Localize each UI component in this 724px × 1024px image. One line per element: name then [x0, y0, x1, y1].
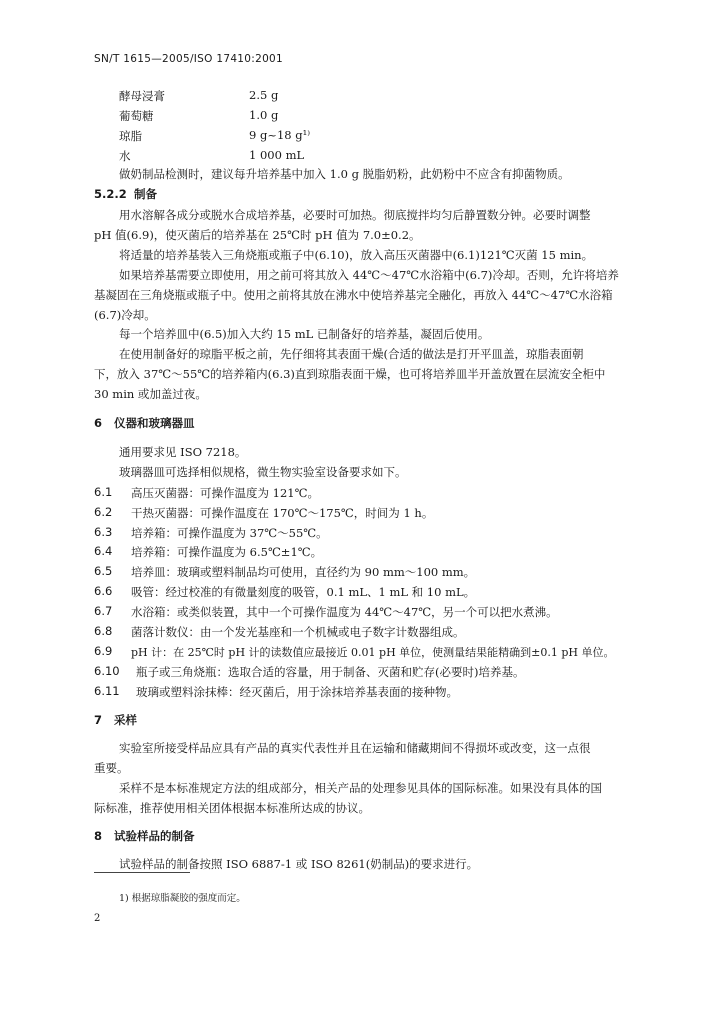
ingredient-value: 2.5 g — [249, 88, 279, 102]
item-number: 6.9 — [94, 644, 113, 658]
ingredient-value: 9 g~18 g¹⁾ — [249, 128, 311, 142]
item-text: 培养皿：玻璃或塑料制品均可使用，直径约为 90 mm～100 mm。 — [131, 565, 476, 579]
paragraph-line: 试验样品的制备按照 ISO 6887-1 或 ISO 8261(奶制品)的要求进行。 — [119, 857, 479, 871]
footnote-rule — [94, 872, 190, 873]
item-text: 玻璃或塑料涂抹棒：经灭菌后，用于涂抹培养基表面的接种物。 — [136, 685, 458, 699]
paragraph-line: 每一个培养皿中(6.5)加入大约 15 mL 已制备好的培养基，凝固后使用。 — [119, 327, 490, 341]
paragraph-line: 如果培养基需要立即使用，用之前可将其放入 44℃～47℃水浴箱中(6.7)冷却。否则，允许将培养 — [119, 268, 619, 282]
section-title: 试验样品的制备 — [114, 829, 195, 843]
paragraph-line: pH 值(6.9)，使灭菌后的培养基在 25℃时 pH 值为 7.0±0.2。 — [94, 228, 421, 242]
section-number: 5.2.2 — [94, 187, 127, 201]
item-text: 培养箱：可操作温度为 6.5℃±1℃。 — [131, 545, 323, 559]
section-title: 采样 — [114, 713, 137, 727]
item-text: 高压灭菌器：可操作温度为 121℃。 — [131, 486, 319, 500]
paragraph-line: 在使用制备好的琼脂平板之前，先仔细将其表面干燥(合适的做法是打开平皿盖，琼脂表面朝 — [119, 347, 584, 361]
ingredient-name: 酵母浸膏 — [119, 89, 165, 103]
item-number: 6.11 — [94, 684, 120, 698]
item-number: 6.8 — [94, 624, 113, 638]
paragraph-line: 基凝固在三角烧瓶或瓶子中。使用之前将其放在沸水中使培养基完全融化，再放入 44℃～47℃水浴箱 — [94, 288, 613, 302]
ingredient-value: 1.0 g — [249, 108, 279, 122]
item-number: 6.1 — [94, 485, 113, 499]
paragraph-line: 将适量的培养基装入三角烧瓶或瓶子中(6.10)，放入高压灭菌器中(6.1)121℃灭菌 15 min。 — [119, 248, 594, 262]
ingredient-name: 琼脂 — [119, 129, 142, 143]
paragraph-line: 下，放入 37℃～55℃的培养箱内(6.3)直到琼脂表面干燥，也可将培养皿半开盖放置在层流安全柜中 — [94, 367, 606, 381]
section-number: 8 — [94, 829, 103, 843]
section-title: 制备 — [134, 187, 157, 201]
section-title: 仪器和玻璃器皿 — [114, 416, 195, 430]
item-number: 6.7 — [94, 604, 113, 618]
item-number: 6.3 — [94, 525, 113, 539]
item-text: 干热灭菌器：可操作温度在 170℃～175℃，时间为 1 h。 — [131, 506, 434, 520]
item-text: 水浴箱：或类似装置，其中一个可操作温度为 44℃～47℃，另一个可以把水煮沸。 — [131, 605, 558, 619]
dairy-note: 做奶制品检测时，建议每升培养基中加入 1.0 g 脱脂奶粉，此奶粉中不应含有抑菌物质。 — [119, 167, 570, 181]
paragraph-line: (6.7)冷却。 — [94, 308, 156, 322]
paragraph-line: 际标准，推荐使用相关团体根据本标准所达成的协议。 — [94, 801, 370, 815]
paragraph-line: 用水溶解各成分或脱水合成培养基，必要时可加热。彻底搅拌均匀后静置数分钟。必要时调整 — [119, 208, 591, 222]
paragraph-line: 实验室所接受样品应具有产品的真实代表性并且在运输和储藏期间不得损坏或改变，这一点很 — [119, 741, 591, 755]
paragraph-line: 30 min 或加盖过夜。 — [94, 387, 207, 401]
item-text: 培养箱：可操作温度为 37℃～55℃。 — [131, 526, 328, 540]
item-text: 瓶子或三角烧瓶：选取合适的容量，用于制备、灭菌和贮存(必要时)培养基。 — [136, 665, 525, 679]
section-number: 7 — [94, 713, 103, 727]
paragraph-line: 采样不是本标准规定方法的组成部分，相关产品的处理参见具体的国际标准。如果没有具体的国 — [119, 781, 602, 795]
item-text: pH 计：在 25℃时 pH 计的读数值应最接近 0.01 pH 单位，使测量结果能精确到±0.1 pH 单位。 — [131, 646, 615, 659]
item-number: 6.10 — [94, 664, 120, 678]
item-number: 6.6 — [94, 584, 113, 598]
ingredient-name: 葡萄糖 — [119, 109, 154, 123]
item-text: 吸管：经过校准的有微量刻度的吸管，0.1 mL、1 mL 和 10 mL。 — [131, 585, 476, 599]
ingredient-name: 水 — [119, 149, 131, 163]
ingredient-value: 1 000 mL — [249, 148, 305, 162]
page-number: 2 — [94, 913, 101, 924]
item-text: 菌落计数仪：由一个发光基座和一个机械或电子数字计数器组成。 — [131, 625, 465, 639]
standard-header: SN/T 1615—2005/ISO 17410:2001 — [94, 53, 284, 65]
paragraph-line: 重要。 — [94, 761, 129, 775]
paragraph-line: 玻璃器皿可选择相似规格，微生物实验室设备要求如下。 — [119, 465, 407, 479]
footnote: 1) 根据琼脂凝胶的强度而定。 — [119, 893, 246, 904]
item-number: 6.4 — [94, 544, 113, 558]
item-number: 6.2 — [94, 505, 113, 519]
paragraph-line: 通用要求见 ISO 7218。 — [119, 445, 247, 459]
item-number: 6.5 — [94, 564, 113, 578]
section-number: 6 — [94, 416, 103, 430]
